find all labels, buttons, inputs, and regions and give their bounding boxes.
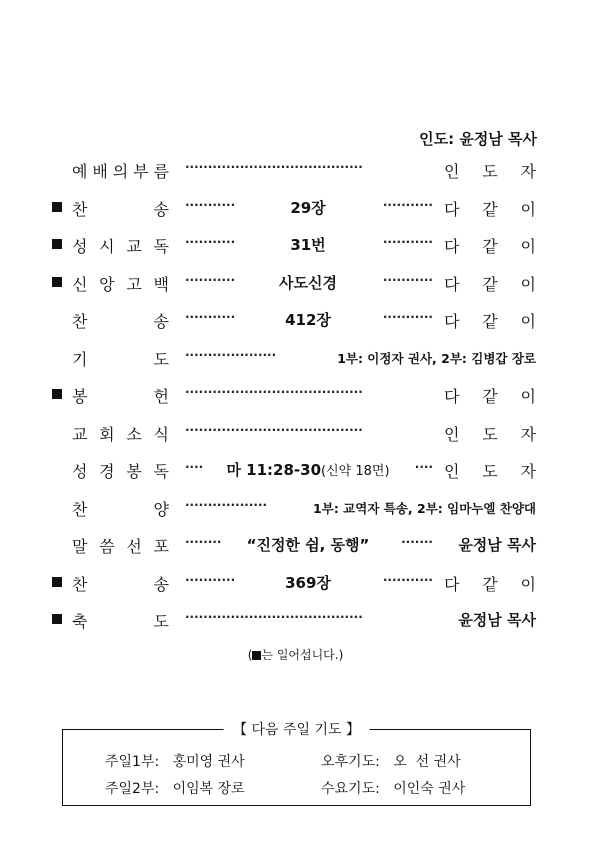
order-label — [72, 572, 169, 595]
char: 독 — [153, 462, 169, 481]
order-detail-main: 412장 — [285, 311, 331, 329]
order-leader-name: 윤정남 목사 — [458, 611, 536, 629]
order-leader-name — [444, 422, 536, 445]
char: 도 — [482, 424, 498, 444]
order-leader-name — [444, 572, 536, 595]
standing-marker-icon — [52, 577, 62, 587]
order-label — [72, 234, 169, 257]
dot-leader: ··········· — [185, 310, 236, 324]
prayer-item — [321, 751, 461, 771]
order-row — [0, 266, 591, 303]
char: 앙 — [99, 274, 115, 294]
char: 의 — [112, 162, 129, 181]
order-leader-name — [444, 234, 536, 257]
char: 봉 — [126, 462, 142, 481]
char: 축 — [72, 612, 88, 631]
order-row — [0, 566, 591, 603]
order-leader-name — [444, 159, 536, 182]
char: 식 — [153, 424, 169, 444]
char: 성 — [72, 462, 88, 481]
order-row — [0, 191, 591, 228]
order-detail-main: 369장 — [285, 573, 331, 592]
order-detail-main: 29장 — [290, 198, 326, 217]
prayer-name: 오 선 권사 — [393, 754, 461, 770]
char: 같 — [482, 199, 498, 219]
dot-leader: ··········· — [185, 572, 236, 587]
char: 같 — [482, 574, 498, 594]
char: 이 — [520, 574, 536, 594]
order-label — [72, 609, 169, 632]
order-leader-name — [444, 384, 536, 407]
standing-marker-icon — [52, 389, 62, 399]
dot-leader: ··········· — [185, 235, 236, 249]
prayer-item — [105, 751, 245, 771]
order-detail — [247, 534, 370, 555]
dot-leader: ··········· — [185, 272, 236, 287]
char: 성 — [72, 237, 88, 256]
char: 인 — [444, 424, 460, 444]
order-detail — [290, 197, 325, 218]
standing-marker-icon — [52, 614, 62, 624]
standing-marker-icon — [52, 277, 62, 287]
order-row — [0, 378, 591, 415]
char: 찬 — [72, 499, 88, 519]
dot-leader: ··········· — [382, 272, 433, 287]
char: 신 — [72, 274, 88, 294]
char: 다 — [444, 199, 460, 219]
char: 말 — [72, 537, 88, 556]
char: 백 — [153, 274, 169, 294]
char: 인 — [444, 162, 460, 181]
order-label — [72, 159, 169, 182]
note-text: 는 일어섭니다.) — [261, 648, 344, 662]
order-detail-main: 사도신경 — [279, 273, 337, 292]
char: 선 — [126, 537, 142, 556]
order-detail-sub: (신약 18면) — [321, 464, 390, 479]
order-detail-main: 마 11:28-30 — [226, 461, 322, 479]
char: 도 — [482, 462, 498, 481]
char: 다 — [444, 387, 460, 406]
dot-leader: ··········· — [382, 310, 433, 324]
char: 이 — [520, 312, 536, 331]
char: 봉 — [72, 387, 88, 406]
order-detail-main: “진정한 쉼, 동행” — [246, 536, 370, 554]
char: 회 — [99, 424, 115, 444]
char: 찬 — [72, 199, 88, 219]
char: 포 — [153, 537, 169, 556]
char: 교 — [126, 237, 142, 256]
order-row — [0, 228, 591, 265]
char: 자 — [520, 462, 536, 481]
order-row — [0, 491, 591, 528]
standing-note — [0, 646, 591, 663]
order-row — [0, 341, 591, 378]
dot-leader: ······································· — [185, 422, 363, 437]
prayer-item — [321, 778, 465, 798]
prayer-label: 주일2부: — [105, 781, 160, 797]
officiant-line: 인도: 윤정남 목사 — [419, 130, 537, 148]
dot-leader: ··········· — [382, 197, 433, 212]
prayer-name: 홍미영 권사 — [172, 754, 245, 770]
char: 고 — [126, 274, 142, 294]
char: 시 — [99, 237, 115, 256]
order-row — [0, 453, 591, 490]
char: 도 — [482, 162, 498, 181]
char: 자 — [520, 162, 536, 181]
char: 인 — [444, 462, 460, 481]
order-label — [72, 459, 169, 482]
order-label — [72, 197, 169, 220]
prayer-label: 주일1부: — [105, 754, 160, 770]
char: 같 — [482, 387, 498, 406]
order-leader-name: 1부: 이정자 권사, 2부: 김병갑 장로 — [337, 350, 536, 366]
dot-leader: ···· — [185, 460, 204, 474]
dot-leader: ··········· — [185, 197, 236, 212]
char: 다 — [444, 312, 460, 331]
prayer-item — [105, 778, 245, 798]
dot-leader: ···················· — [185, 347, 277, 362]
char: 이 — [520, 387, 536, 406]
char: 같 — [482, 237, 498, 256]
char: 부 — [133, 162, 149, 181]
order-label — [72, 309, 169, 332]
order-row — [0, 603, 591, 640]
prayer-name: 이인숙 권사 — [393, 781, 466, 797]
char: 독 — [153, 237, 169, 256]
order-leader-name: 1부: 교역자 특송, 2부: 임마누엘 찬양대 — [313, 500, 536, 516]
char: 송 — [153, 312, 169, 331]
order-leader-name — [444, 459, 536, 482]
char: 같 — [482, 274, 498, 294]
char: 자 — [520, 424, 536, 444]
order-detail — [279, 272, 337, 293]
char: 찬 — [72, 574, 88, 594]
order-row — [0, 528, 591, 565]
char: 송 — [153, 574, 169, 594]
next-week-prayer-box — [62, 722, 531, 806]
char: 예 — [72, 162, 88, 181]
order-row — [0, 303, 591, 340]
char: 배 — [92, 162, 108, 181]
char: 교 — [72, 424, 88, 444]
order-detail-main: 31번 — [290, 236, 326, 254]
dot-leader: ······································· — [185, 160, 363, 174]
prayer-label: 수요기도: — [321, 781, 380, 797]
order-label — [72, 272, 169, 295]
prayer-label: 오후기도: — [321, 754, 380, 770]
order-leader-name: 윤정남 목사 — [458, 536, 536, 554]
dot-leader: ········ — [185, 535, 222, 549]
dot-leader: ··········· — [382, 235, 433, 249]
note-open: ( — [247, 648, 253, 662]
char: 송 — [153, 199, 169, 219]
char: 이 — [520, 274, 536, 294]
char: 다 — [444, 274, 460, 294]
dot-leader: ···· — [414, 460, 433, 474]
standing-marker-icon — [52, 239, 62, 249]
order-detail — [285, 309, 331, 330]
order-label — [72, 384, 169, 407]
standing-marker-icon — [52, 202, 62, 212]
order-detail — [285, 572, 331, 593]
char: 소 — [126, 424, 142, 444]
char: 다 — [444, 237, 460, 256]
dot-leader: ··········· — [382, 572, 433, 587]
order-leader-name — [444, 309, 536, 332]
char: 헌 — [153, 387, 169, 406]
order-leader-name — [444, 197, 536, 220]
order-detail — [290, 234, 325, 255]
dot-leader: ······································· — [185, 385, 363, 399]
order-row — [0, 153, 591, 190]
order-leader-name — [444, 272, 536, 295]
char: 씀 — [99, 537, 115, 556]
order-label — [72, 347, 169, 370]
char: 이 — [520, 199, 536, 219]
char: 경 — [99, 462, 115, 481]
char: 도 — [153, 612, 169, 631]
char: 도 — [153, 349, 169, 369]
dot-leader: ······· — [401, 535, 433, 549]
order-detail — [226, 459, 389, 480]
char: 같 — [482, 312, 498, 331]
order-label — [72, 422, 169, 445]
dot-leader: ·················· — [185, 497, 268, 512]
order-label — [72, 534, 169, 557]
next-week-prayer-title: 【 다음 주일 기도 】 — [223, 719, 370, 739]
prayer-name: 이임복 장로 — [172, 781, 245, 797]
char: 이 — [520, 237, 536, 256]
char: 양 — [153, 499, 169, 519]
char: 기 — [72, 349, 88, 369]
dot-leader: ······································· — [185, 610, 363, 624]
char: 름 — [153, 162, 169, 181]
char: 다 — [444, 574, 460, 594]
order-label — [72, 497, 169, 520]
order-row — [0, 416, 591, 453]
char: 찬 — [72, 312, 88, 331]
